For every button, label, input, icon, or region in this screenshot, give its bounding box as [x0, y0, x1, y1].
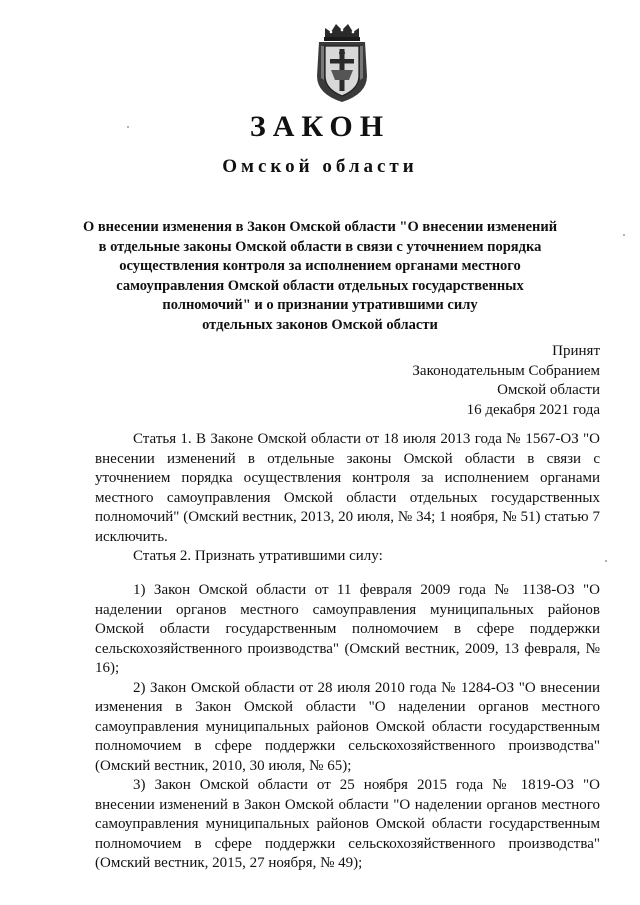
law-subtitle: Омской области	[222, 156, 418, 177]
scan-speck	[127, 126, 129, 128]
heading-line: осуществления контроля за исполнением органами местного	[119, 258, 521, 274]
heading-line: самоуправления Омской области отдельных государственных	[116, 277, 524, 294]
article-2-items	[95, 581, 600, 874]
scan-speck	[605, 560, 607, 562]
article-2-intro: Статья 2. Признать утратившими силу:	[133, 548, 383, 564]
list-item: 1) Закон Омской области от 11 февраля 2009 года № 1138-ОЗ "О наделении органов местного самоуправления муниципальных районов Омской области государственным полномочием в сфере поддержки сельскохозяйственного производства" (Омский вестник, 2009, 13 февраля, № 16);	[95, 582, 600, 676]
adoption-line: Принят	[552, 343, 600, 359]
adoption-line: Омской области	[497, 382, 600, 398]
list-item: 2) Закон Омской области от 28 июля 2010 года № 1284-ОЗ "О внесении изменения в Закон Омской области "О наделении органов местного самоуправления муниципальных районов Омской области государственным полномочием в сфере поддержки сельскохозяйственного производства" (Омский вестник, 2010, 30 июля, № 65);	[95, 679, 600, 774]
heading-line: О внесении изменения в Закон Омской области "О внесении изменений	[82, 219, 558, 235]
adoption-line: Законодательным Собранием	[412, 362, 600, 379]
article-2	[95, 547, 600, 567]
coat-of-arms-emblem	[311, 22, 373, 104]
adoption-date: 16 декабря 2021 года	[466, 401, 600, 418]
heading-line: полномочий" и о признании утратившими силу	[162, 297, 478, 313]
heading-line: в отдельные законы Омской области в связи с уточнением порядка	[98, 238, 542, 255]
heading-line: отдельных законов Омской области	[202, 316, 438, 333]
article-1	[95, 430, 600, 547]
scan-speck	[623, 234, 625, 236]
law-title: ЗАКОН	[249, 110, 391, 143]
article-1-text: Статья 1. В Законе Омской области от 18 июля 2013 года № 1567-ОЗ "О внесении изменений в отдельные законы Омской области в связи с уточнением порядка осуществления контроля за исполнением органами местного самоуправления Омской области отдельных государственных полномочий" (Омский вестник, 2013, 20 июля, № 34; 1 ноября, № 51) статью 7 исключить.	[95, 431, 600, 545]
adoption-block	[412, 342, 600, 420]
list-item: 3) Закон Омской области от 25 ноября 2015 года № 1819-ОЗ "О внесении изменений в Закон Омской области "О наделении органов местного самоуправления муниципальных районов Омской области государственным полномочием в сфере поддержки сельскохозяйственного производства" (Омский вестник, 2015, 27 ноября, № 49);	[95, 777, 600, 871]
law-heading	[80, 218, 560, 335]
